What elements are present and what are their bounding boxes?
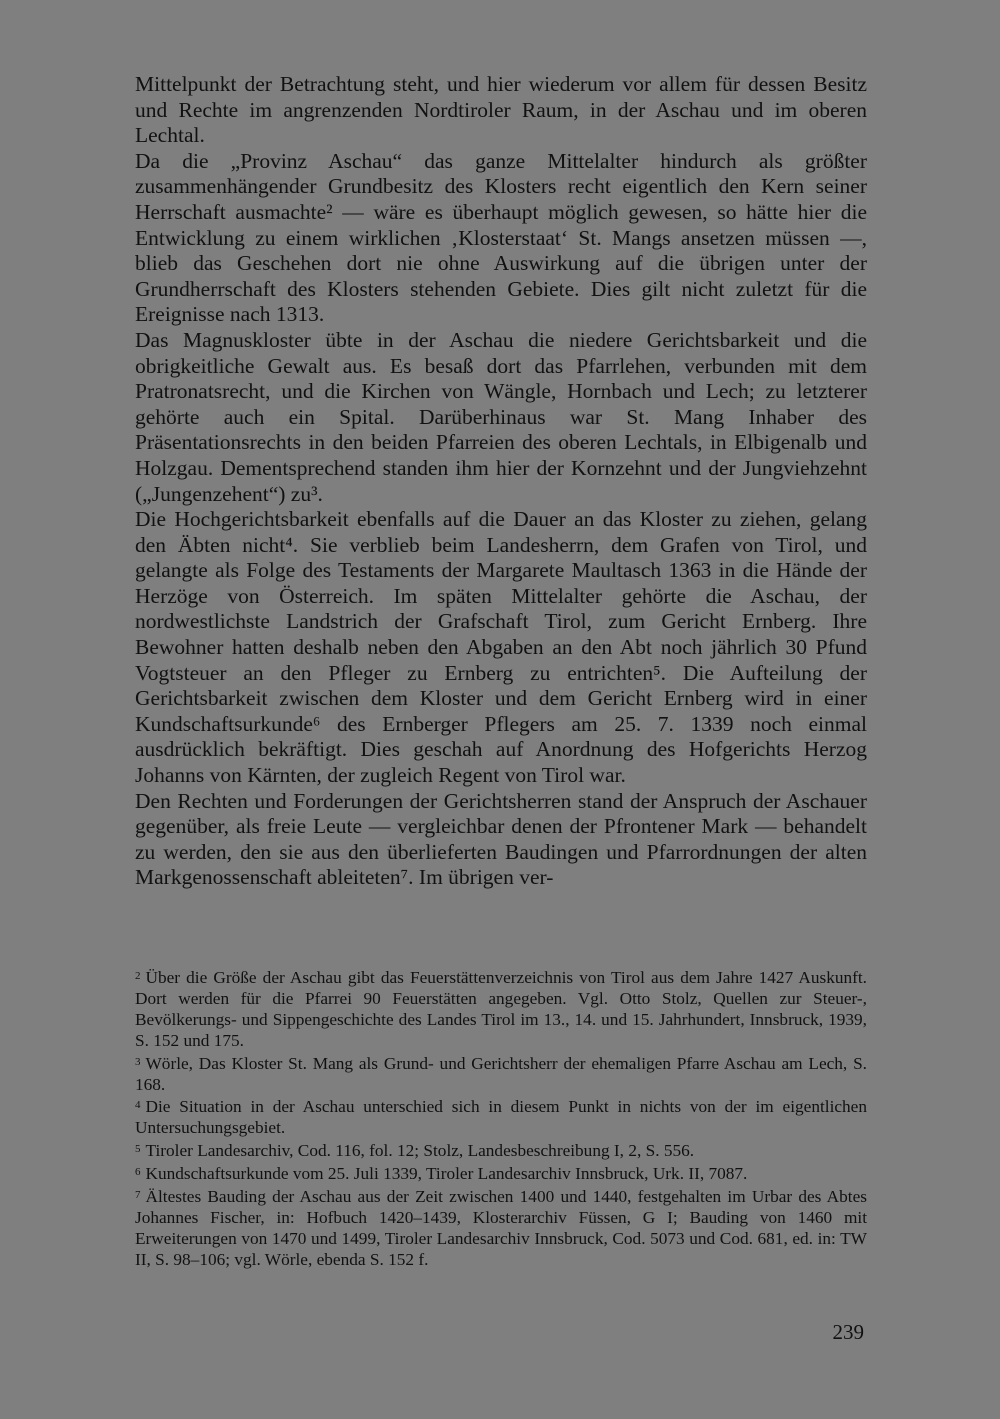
footnote-text: Die Situation in der Aschau unterschied sich in diesem Punkt in nichts von der im eigentlichen Untersuchungsgebiet. xyxy=(135,1097,867,1138)
footnote-number: 4 xyxy=(135,1099,141,1112)
footnote-number: 6 xyxy=(135,1166,141,1179)
footnotes xyxy=(135,966,867,1271)
footnote-number: 3 xyxy=(135,1055,141,1068)
paragraph: Da die „Provinz Aschau“ das ganze Mittelalter hindurch als größter zusammenhängender Grundbesitz des Klosters recht eigentlich den Kern seiner Herrschaft ausmachte² — wäre es überhaupt möglich gewesen, so hätte hier die Entwicklung zu einem wirklichen ‚Klosterstaat‘ St. Mangs ansetzen müssen —, blieb das Geschehen dort nie ohne Auswirkung auf die übrigen unter der Grundherrschaft des Klosters stehenden Gebiete. Dies gilt nicht zuletzt für die Ereignisse nach 1313. xyxy=(135,148,867,327)
footnote-text: Über die Größe der Aschau gibt das Feuerstättenverzeichnis von Tirol aus dem Jahre 1427 Auskunft. Dort werden für die Pfarrei 90 Feuerstätten angegeben. Vgl. Otto Stolz, Quellen zur Steuer-, Bevölkerungs- und Sippengeschichte des Landes Tirol im 13., 14. und 15. Jahrhundert, Innsbruck, 1939, S. 152 und 175. xyxy=(135,968,867,1050)
footnote xyxy=(135,1185,867,1271)
paragraph: Das Magnuskloster übte in der Aschau die niedere Gerichtsbarkeit und die obrigkeitliche Gewalt aus. Es besaß dort das Pfarrlehen, verbunden mit dem Pratronatsrecht, und die Kirchen von Wängle, Hornbach und Lech; zu letzterer gehörte auch ein Spital. Darüberhinaus war St. Mang Inhaber des Präsentationsrechts in den beiden Pfarreien des oberen Lechtals, in Elbigenalb und Holzgau. Dementsprechend standen ihm hier der Kornzehnt und der Jungviehzehnt („Jungenzehent“) zu³. xyxy=(135,327,867,506)
footnote-text: Kundschaftsurkunde vom 25. Juli 1339, Tiroler Landesarchiv Innsbruck, Urk. II, 7087. xyxy=(145,1164,748,1184)
footnote-text: Tiroler Landesarchiv, Cod. 116, fol. 12; Stolz, Landesbeschreibung I, 2, S. 556. xyxy=(145,1141,695,1161)
paragraph: Mittelpunkt der Betrachtung steht, und hier wiederum vor allem für dessen Besitz und Rechte im angrenzenden Nordtiroler Raum, in der Aschau und im oberen Lechtal. xyxy=(135,72,867,148)
footnote-number: 2 xyxy=(135,970,141,982)
paragraph: Die Hochgerichtsbarkeit ebenfalls auf die Dauer an das Kloster zu ziehen, gelang den Äbten nicht⁴. Sie verblieb beim Landesherrn, dem Grafen von Tirol, und gelangte als Folge des Testaments der Margarete Maultasch 1363 in die Hände der Herzöge von Österreich. Im späten Mittelalter gehörte die Aschau, der nordwestlichste Landstrich der Grafschaft Tirol, zum Gericht Ernberg. Ihre Bewohner hatten deshalb neben den Abgaben an den Abt noch jährlich 30 Pfund Vogtsteuer an den Pfleger zu Ernberg zu entrichten⁵. Die Aufteilung der Gerichtsbarkeit zwischen dem Kloster und dem Gericht Ernberg wird in einer Kundschaftsurkunde⁶ des Ernberger Pflegers am 25. 7. 1339 noch einmal ausdrücklich bekräftigt. Dies geschah auf Anordnung des Hofgerichts Herzog Johanns von Kärnten, der zugleich Regent von Tirol war. xyxy=(135,507,867,788)
footnote xyxy=(135,1052,867,1096)
footnote xyxy=(135,1162,867,1185)
footnote-text: Wörle, Das Kloster St. Mang als Grund- und Gerichtsherr der ehemaligen Pfarre Aschau am Lech, S. 168. xyxy=(135,1053,867,1094)
footnote-number: 7 xyxy=(135,1189,141,1202)
main-text xyxy=(135,72,867,891)
footnote xyxy=(135,1139,867,1162)
footnote xyxy=(135,966,867,1052)
paragraph: Den Rechten und Forderungen der Gerichtsherren stand der Anspruch der Aschauer gegenüber, als freie Leute — vergleichbar denen der Pfrontener Mark — behandelt zu werden, den sie aus den überlieferten Baudingen und Pfarrordnungen der alten Markgenossenschaft ableiteten⁷. Im übrigen ver- xyxy=(135,788,867,890)
footnote xyxy=(135,1095,867,1139)
footnote-text: Ältestes Bauding der Aschau aus der Zeit zwischen 1400 und 1440, festgehalten im Urbar des Abtes Johannes Fischer, in: Hofbuch 1420–1439, Klosterarchiv Füssen, G I; Bauding von 1460 mit Erweiterungen von 1470 und 1499, Tiroler Landesarchiv Innsbruck, Cod. 5073 und Cod. 681, ed. in: TW II, S. 98–106; vgl. Wörle, ebenda S. 152 f. xyxy=(135,1187,867,1269)
footnote-number: 5 xyxy=(135,1143,141,1156)
page-number: 239 xyxy=(832,1320,864,1344)
